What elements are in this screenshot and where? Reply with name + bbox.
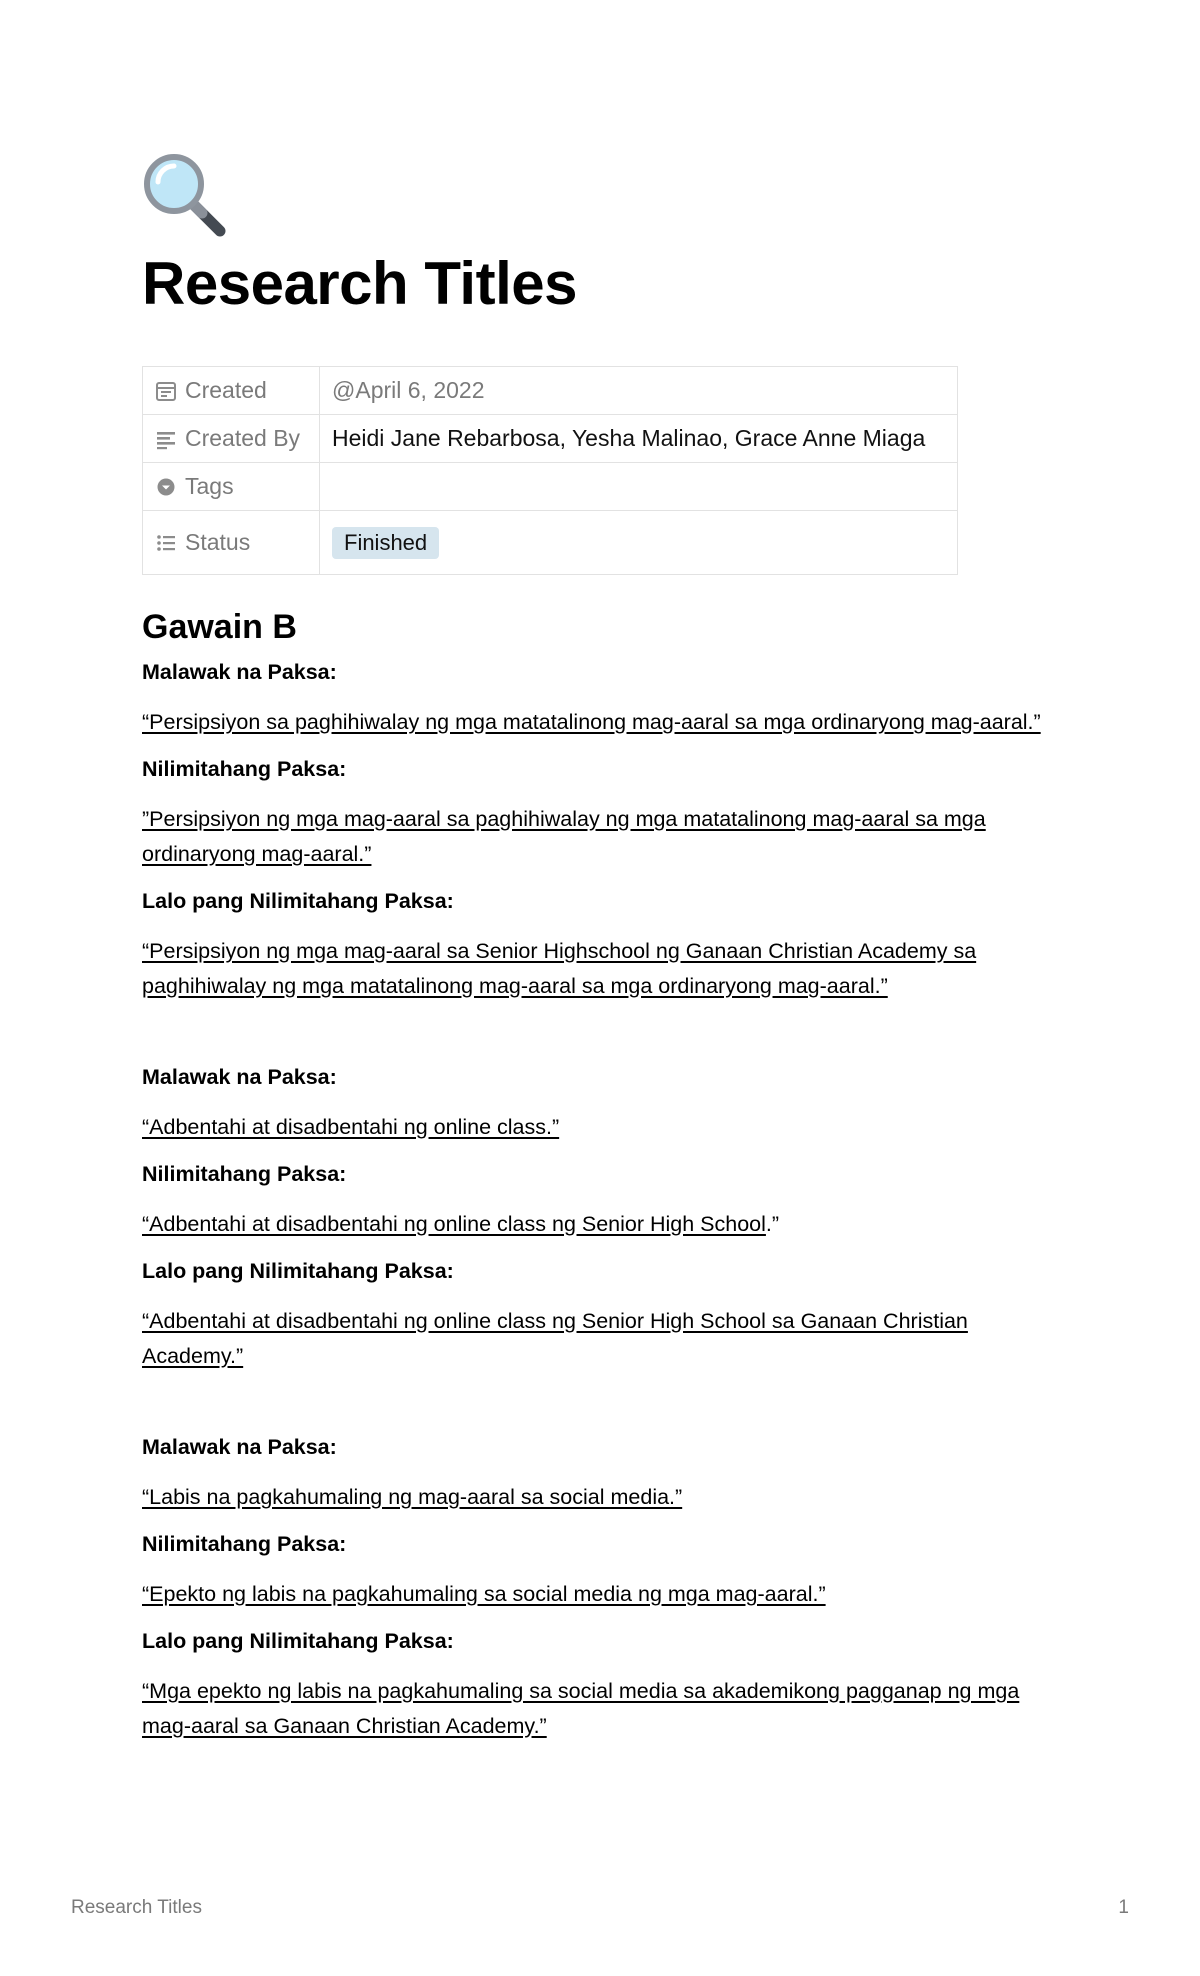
broad-topic-label: Malawak na Paksa: <box>142 1065 337 1089</box>
property-value-status[interactable] <box>320 511 958 575</box>
paragraph-spacer <box>142 1390 1062 1434</box>
select-circle-icon <box>155 476 177 498</box>
narrow-topic-label: Nilimitahang Paksa: <box>142 757 347 782</box>
broad-topic-label: Malawak na Paksa: <box>142 660 337 685</box>
property-row-created <box>143 367 958 415</box>
property-value-created[interactable]: @April 6, 2022 <box>320 367 958 415</box>
property-key-created <box>143 367 320 415</box>
calendar-icon <box>155 380 177 402</box>
narrow-topic-label: Nilimitahang Paksa: <box>142 1161 347 1186</box>
property-key-created-by <box>143 415 320 463</box>
broad-topic-text: “Labis na pagkahumaling ng mag-aaral sa social media.” <box>142 1484 683 1509</box>
narrow-topic <box>142 1207 1062 1242</box>
narrower-topic <box>142 1304 1062 1374</box>
property-row-status <box>143 511 958 575</box>
section-heading: Gawain B <box>142 608 297 646</box>
properties-table <box>142 366 958 575</box>
property-row-created-by <box>143 415 958 463</box>
paragraph-spacer <box>142 1020 1062 1064</box>
property-value-created-by[interactable]: Heidi Jane Rebarbosa, Yesha Malinao, Grace Anne Miaga <box>320 415 958 463</box>
narrower-topic-text: “Mga epekto ng labis na pagkahumaling sa social media sa akademikong pagganap ng mga mag-aaral sa Ganaan Christian Academy.” <box>142 1678 1020 1738</box>
broad-topic <box>142 1110 1062 1145</box>
property-value-tags[interactable] <box>320 463 958 511</box>
footer-title: Research Titles <box>71 1897 202 1918</box>
narrower-topic-label: Lalo pang Nilimitahang Paksa: <box>142 1628 454 1653</box>
magnifying-glass-icon <box>140 150 230 240</box>
narrow-topic-tail: .” <box>765 1211 780 1236</box>
broad-topic-label: Malawak na Paksa: <box>142 1434 337 1459</box>
broad-topic <box>142 705 1062 740</box>
property-label-created-by: Created By <box>185 425 301 451</box>
narrower-topic-text: “Persipsiyon ng mga mag-aaral sa Senior Highschool ng Ganaan Christian Academy sa paghihiwalay ng mga matatalinong mag-aaral sa mga ordinaryong mag-aaral.” <box>142 939 977 998</box>
narrower-topic-text: “Adbentahi at disadbentahi ng online class ng Senior High School sa Ganaan Christian Academy.” <box>142 1308 968 1368</box>
page-title: Research Titles <box>142 250 577 317</box>
broad-topic-text: “Adbentahi at disadbentahi ng online class.” <box>142 1114 560 1139</box>
narrower-topic-label: Lalo pang Nilimitahang Paksa: <box>142 889 454 914</box>
page-content <box>142 605 1062 1760</box>
status-badge[interactable]: Finished <box>332 527 439 559</box>
narrow-topic-text: “Epekto ng labis na pagkahumaling sa social media ng mga mag-aaral.” <box>142 1581 826 1606</box>
list-icon <box>155 532 177 554</box>
text-lines-icon <box>155 428 177 450</box>
narrow-topic <box>142 1577 1062 1612</box>
broad-topic <box>142 1480 1062 1515</box>
narrow-topic <box>142 802 1062 872</box>
narrow-topic-label: Nilimitahang Paksa: <box>142 1531 347 1556</box>
broad-topic-text: “Persipsiyon sa paghihiwalay ng mga matatalinong mag-aaral sa mga ordinaryong mag-aaral.” <box>142 710 1041 735</box>
property-key-tags <box>143 463 320 511</box>
property-key-status <box>143 511 320 575</box>
property-row-tags <box>143 463 958 511</box>
property-label-created: Created <box>185 377 267 403</box>
narrower-topic-label: Lalo pang Nilimitahang Paksa: <box>142 1258 454 1283</box>
narrower-topic <box>142 934 1062 1004</box>
narrow-topic-text: “Adbentahi at disadbentahi ng online class ng Senior High School <box>142 1211 766 1236</box>
narrower-topic <box>142 1674 1062 1744</box>
property-label-tags: Tags <box>185 473 234 499</box>
narrow-topic-text: ”Persipsiyon ng mga mag-aaral sa paghihiwalay ng mga matatalinong mag-aaral sa mga ordinaryong mag-aaral.” <box>142 807 986 867</box>
page-number: 1 <box>1118 1897 1129 1918</box>
property-label-status: Status <box>185 529 251 555</box>
